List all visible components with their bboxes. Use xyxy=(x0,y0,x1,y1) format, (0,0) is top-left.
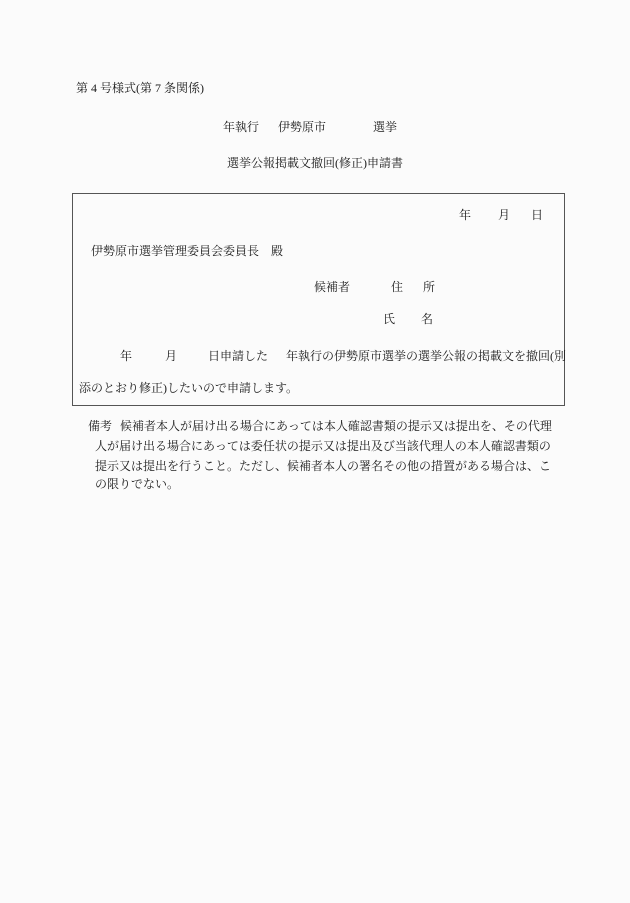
body-line1-text: 年執行の伊勢原市選挙の選挙公報の掲載文を撤回(別 xyxy=(286,349,566,363)
application-form-box xyxy=(72,193,565,406)
remarks-line-4: の限りでない。 xyxy=(95,477,180,491)
form-number: 第 4 号様式(第 7 条関係) xyxy=(76,81,204,95)
election-type-label: 選挙 xyxy=(373,120,398,134)
date-year-label: 年 xyxy=(459,208,472,222)
body-line2-text: 添のとおり修正)したいので申請します。 xyxy=(79,381,299,395)
election-city-label: 伊勢原市 xyxy=(278,120,327,134)
address-label-first: 住 xyxy=(391,280,404,294)
body-year-label: 年 xyxy=(120,349,133,363)
name-label-first: 氏 xyxy=(383,312,396,326)
date-day-label: 日 xyxy=(531,208,544,222)
name-label-second: 名 xyxy=(421,312,434,326)
election-year-label: 年執行 xyxy=(223,120,260,134)
page-title: 選挙公報掲載文撤回(修正)申請書 xyxy=(227,156,403,170)
remarks-line-1: 候補者本人が届け出る場合にあっては本人確認書類の提示又は提出を、その代理 xyxy=(120,419,552,433)
candidate-label: 候補者 xyxy=(314,280,351,294)
remarks-line-3: 提示又は提出を行うこと。ただし、候補者本人の署名その他の措置がある場合は、こ xyxy=(95,459,552,473)
date-month-label: 月 xyxy=(498,208,511,222)
remarks-label: 備考 xyxy=(88,419,113,433)
body-month-label: 月 xyxy=(165,349,178,363)
remarks-line-2: 人が届け出る場合にあっては委任状の提示又は提出及び当該代理人の本人確認書類の xyxy=(95,439,551,453)
address-label-second: 所 xyxy=(423,280,436,294)
addressee-line: 伊勢原市選挙管理委員会委員長 殿 xyxy=(91,244,284,258)
body-day-phrase: 日申請した xyxy=(208,349,269,363)
